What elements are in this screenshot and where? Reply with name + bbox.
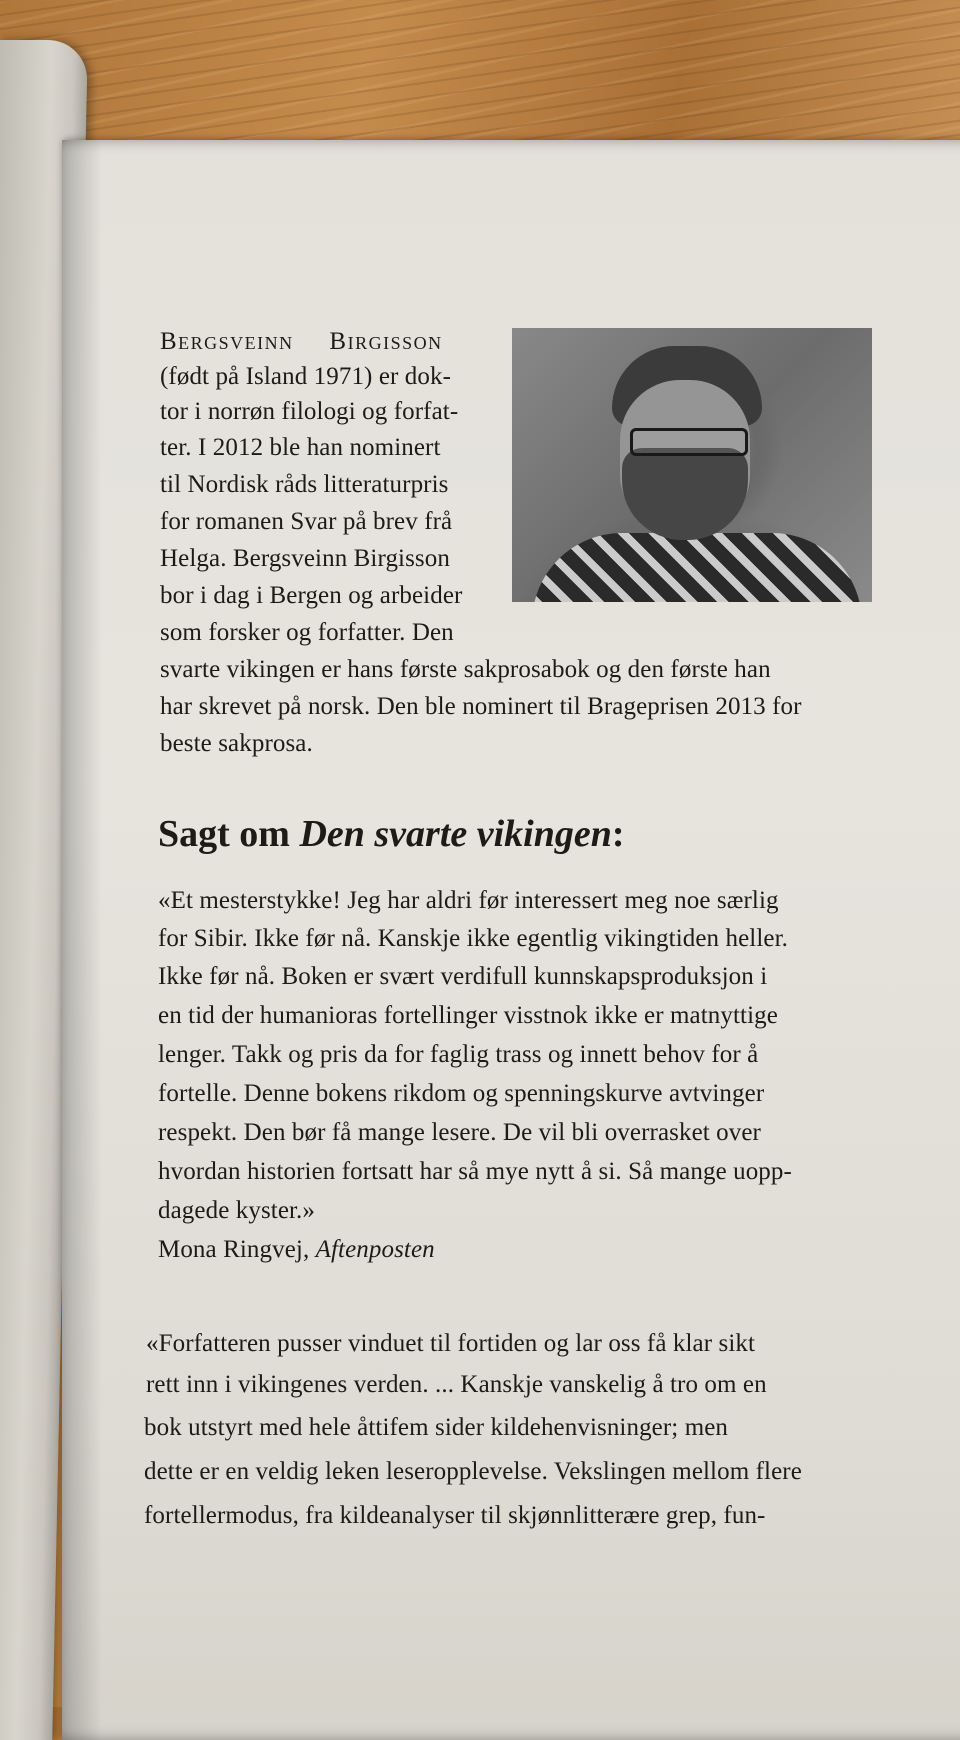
quote-line: Ikke før nå. Boken er svært verdifull kunnskapsproduksjon i [158, 963, 768, 990]
quote-line: fortelle. Denne bokens rikdom og spenningskurve avtvinger [158, 1080, 765, 1107]
bio-line: tor i norrøn filologi og forfat- [160, 398, 459, 425]
bio-line: (født på Island 1971) er dok- [160, 363, 452, 390]
gutter-shadow [62, 140, 102, 1740]
quote-line: «Et mesterstykke! Jeg har aldri før interessert meg noe særlig [158, 887, 779, 914]
heading-book-title: Den svarte vikingen [299, 813, 612, 855]
author-name-text: Bergsveinn Birgisson [160, 328, 443, 355]
quote-line: for Sibir. Ikke før nå. Kanskje ikke egentlig vikingtiden heller. [158, 925, 788, 952]
bio-line: Helga. Bergsveinn Birgisson [160, 545, 450, 572]
bio-line: bor i dag i Bergen og arbeider [160, 582, 463, 609]
quote-line: dette er en veldig leken leseropplevelse. Vekslingen mellom flere [144, 1458, 802, 1485]
sweater-pattern [532, 533, 862, 602]
glasses-icon [630, 428, 748, 456]
heading-prefix: Sagt om [158, 813, 300, 855]
quote-line: rett inn i vikingenes verden. ... Kanskje vanskelig å tro om en [146, 1371, 767, 1398]
author-name [160, 328, 496, 356]
section-heading [158, 812, 625, 856]
quote-line: en tid der humanioras fortellinger visstnok ikke er matnyttige [158, 1002, 778, 1029]
quote-attribution [158, 1236, 435, 1264]
quote-line: lenger. Takk og pris da for faglig trass og innett behov for å [158, 1041, 759, 1068]
attribution-source: Aftenposten [315, 1236, 435, 1263]
bio-line: ter. I 2012 ble han nominert [160, 434, 441, 461]
quote-line: dagede kyster.» [158, 1197, 316, 1224]
quote-line: «Forfatteren pusser vinduet til fortiden og lar oss få klar sikt [146, 1330, 756, 1357]
quote-line: hvordan historien fortsatt har så mye nytt å si. Så mange uopp- [158, 1158, 792, 1185]
bio-line: for romanen Svar på brev frå [160, 508, 453, 535]
author-photo [512, 328, 872, 602]
bio-line: svarte vikingen er hans første sakprosabok og den første han [160, 656, 771, 683]
quote-line: respekt. Den bør få mange lesere. De vil bli overrasket over [158, 1119, 761, 1146]
author-beard [622, 448, 748, 540]
quote-line: fortellermodus, fra kildeanalyser til skjønnlitterære grep, fun- [144, 1502, 766, 1529]
bio-line: beste sakprosa. [160, 730, 313, 757]
bio-line: til Nordisk råds litteraturpris [160, 471, 449, 498]
attribution-name: Mona Ringvej, [158, 1236, 316, 1263]
quote-line: bok utstyrt med hele åttifem sider kildehenvisninger; men [144, 1414, 729, 1441]
bio-line: som forsker og forfatter. Den [160, 619, 454, 646]
bio-line: har skrevet på norsk. Den ble nominert til Brageprisen 2013 for [160, 693, 802, 720]
heading-suffix: : [611, 813, 625, 855]
